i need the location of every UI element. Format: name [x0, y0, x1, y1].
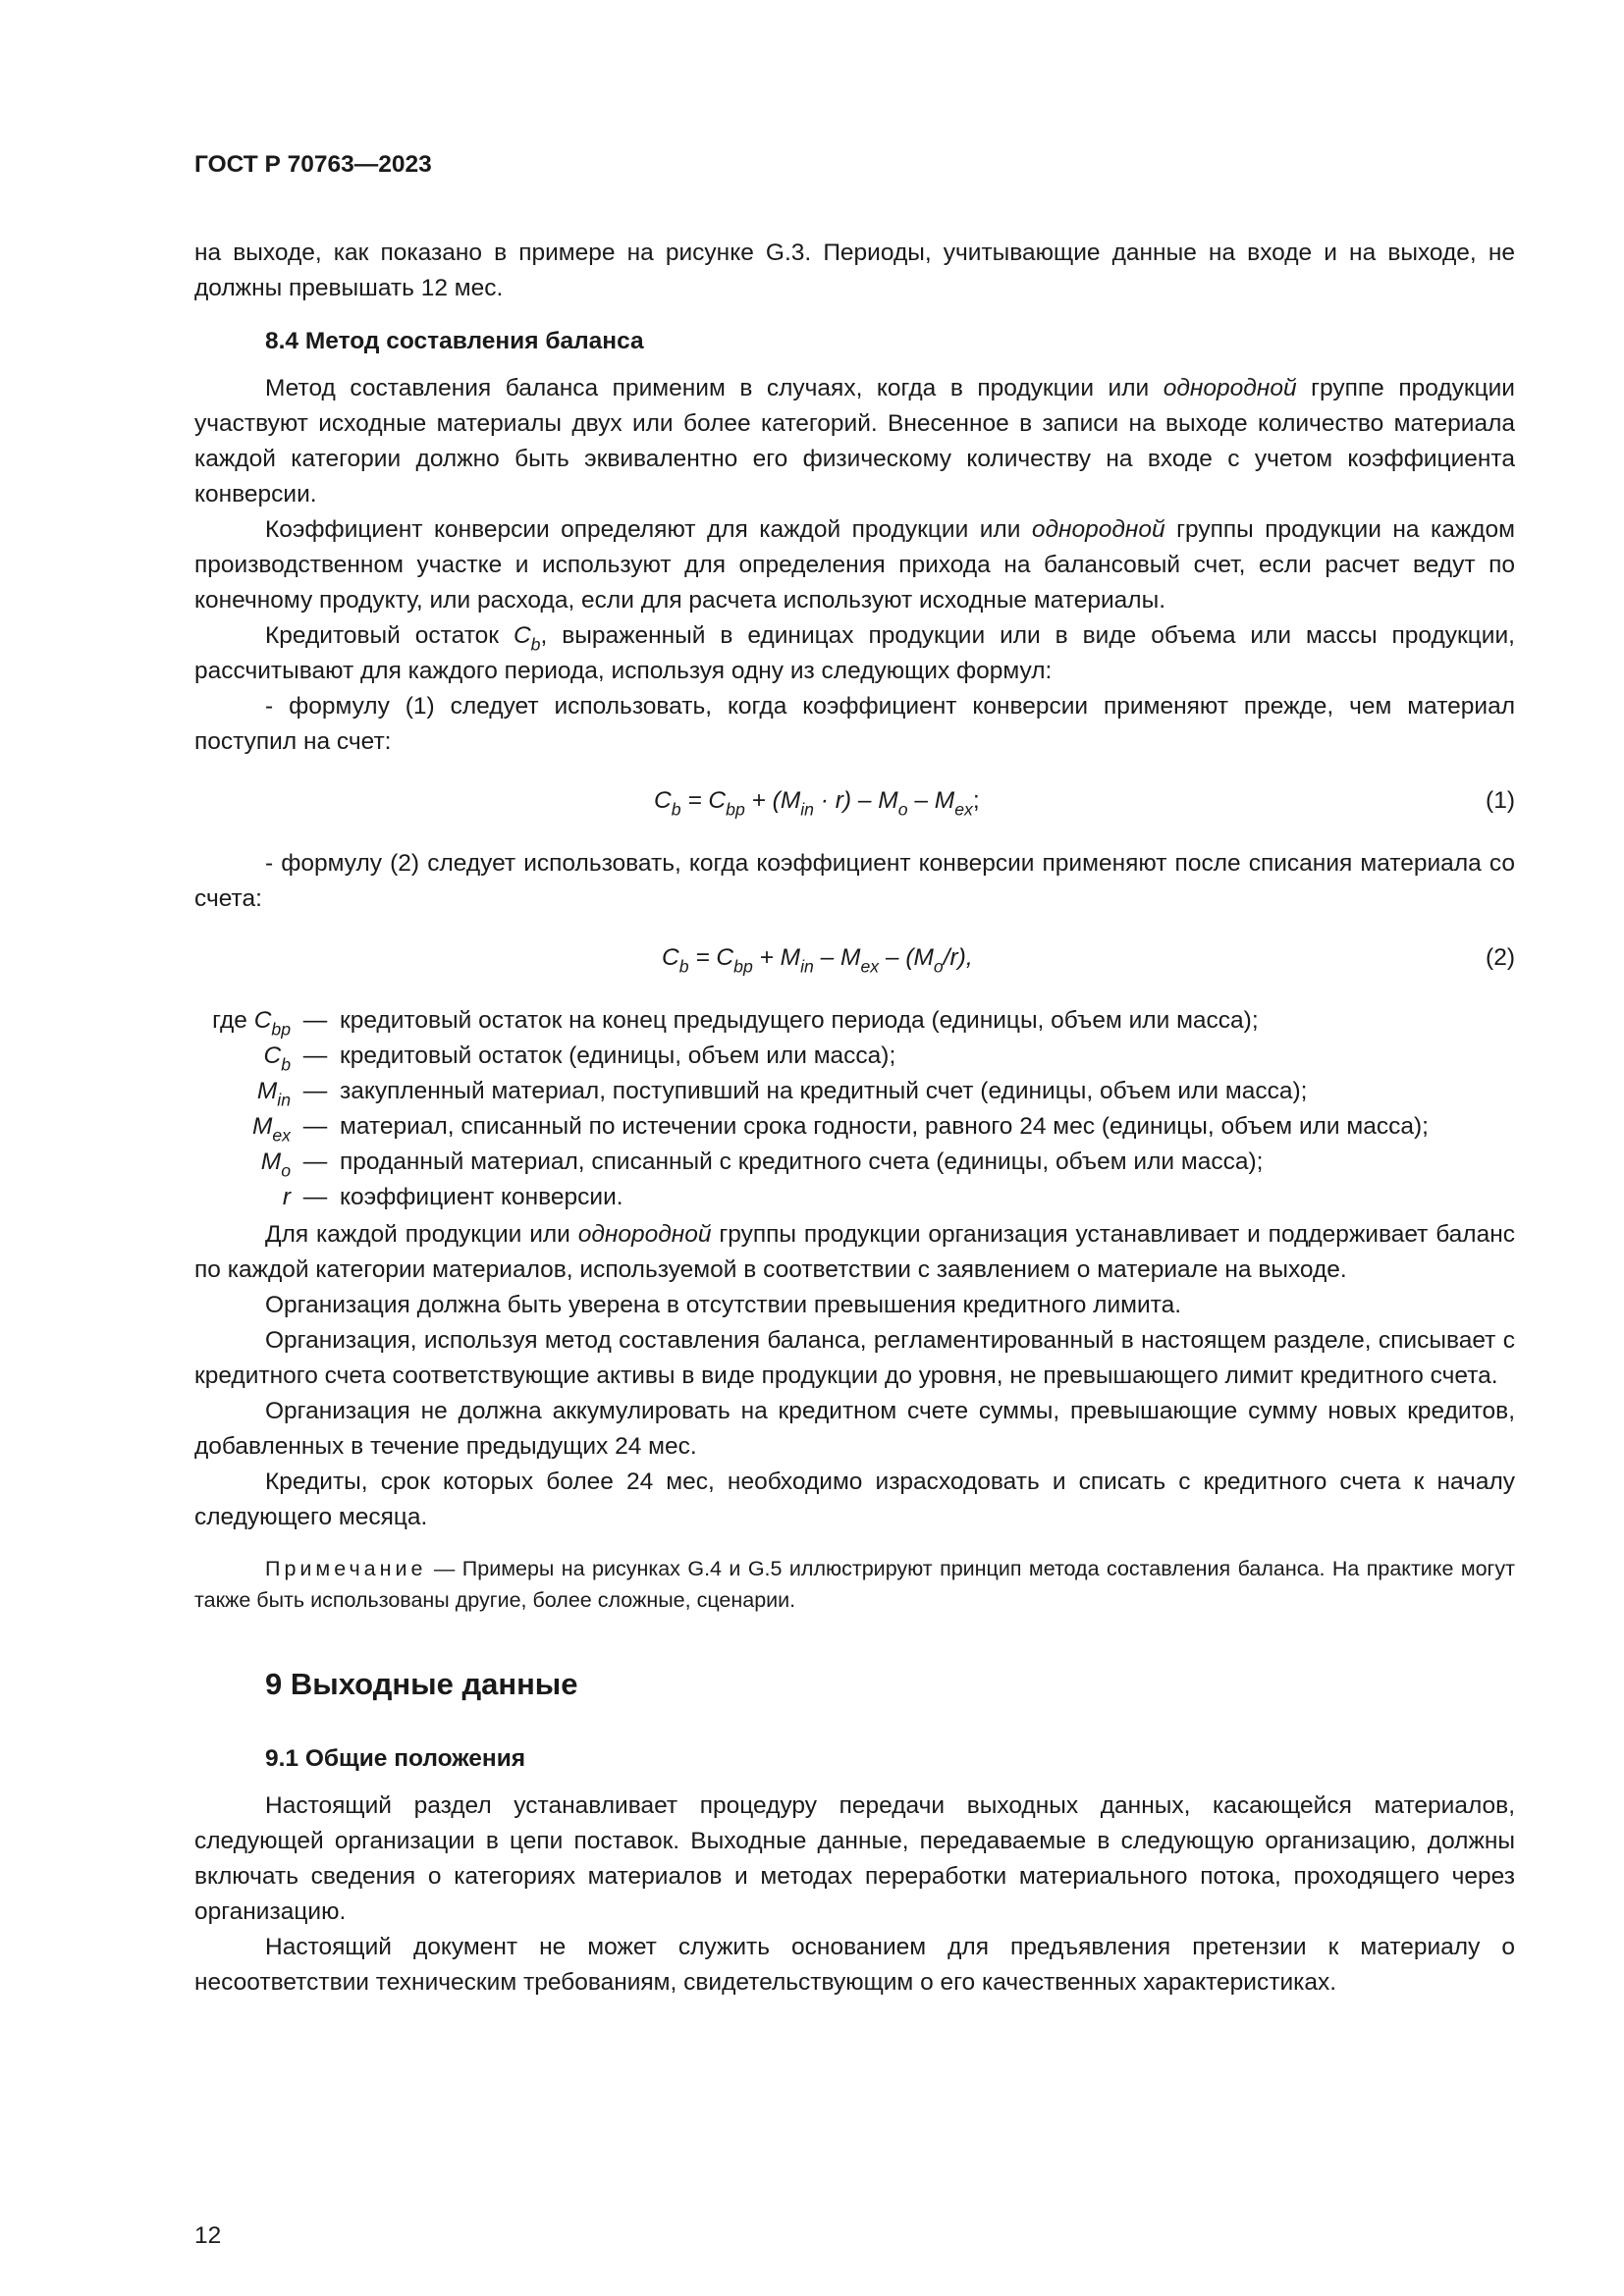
definition-item — [194, 1074, 1515, 1109]
definition-item — [194, 1003, 1515, 1039]
formula-1-number: (1) — [1486, 787, 1515, 814]
definition-text: закупленный материал, поступивший на кредитный счет (единицы, объем или масса); — [340, 1078, 1308, 1104]
section-9-1-title: 9.1 Общие положения — [265, 1745, 526, 1772]
paragraph: Коэффициент конверсии определяют для каждой продукции или однородной группы продукции на каждом производственном участке и используют для определения прихода на балансовый счет, если расчет ведут по конечному продукту, или расхода, если для расчета используют исходные материалы. — [194, 516, 1516, 614]
formula-2 — [194, 940, 1515, 976]
note-label: Примечание — [265, 1557, 427, 1580]
paragraph: Организация не должна аккумулировать на кредитном счете суммы, превышающие сумму новых кредитов, добавленных в течение предыдущих 24 мес. — [194, 1398, 1515, 1460]
paragraph: Кредиты, срок которых более 24 мес, необходимо израсходовать и списать с кредитного счета к началу следующего месяца. — [194, 1468, 1515, 1530]
note — [194, 1553, 1515, 1616]
definition-symbol: r — [282, 1184, 291, 1210]
definition-item — [194, 1039, 1515, 1074]
paragraph: - формулу (1) следует использовать, когда коэффициент конверсии применяют прежде, чем материал поступил на счет: — [194, 693, 1515, 755]
definition-symbol: $M_{ex}$ — [251, 1113, 291, 1146]
section-8-4-title: 8.4 Метод составления баланса — [265, 328, 644, 354]
paragraph: - формулу (2) следует использовать, когда коэффициент конверсии применяют после списания материала со счета: — [194, 850, 1515, 912]
definition-text: кредитовый остаток (единицы, объем или масса); — [340, 1042, 896, 1069]
paragraph: Кредитовый остаток $C_b$, выраженный в единицах продукции или в виде объема или массы продукции, рассчитывают для каждого периода, используя одну из следующих формул: — [194, 622, 1515, 684]
definition-dash: — — [302, 1148, 328, 1175]
definition-item — [194, 1180, 1515, 1215]
paragraph: Настоящий раздел устанавливает процедуру передачи выходных данных, касающейся материалов, следующей организации в цепи поставок. Выходные данные, передаваемые в следующую организацию, должны включать сведения о категориях материалов и методах переработки материального потока, проходящего через организацию. — [194, 1792, 1515, 1925]
definition-symbol: $M_{in}$ — [256, 1078, 291, 1110]
definition-item — [194, 1109, 1515, 1145]
paragraph: Настоящий документ не может служить основанием для предъявления претензии к материалу о несоответствии техническим требованиям, свидетельствующим о его качественных характеристиках. — [194, 1934, 1515, 1996]
definitions-list — [194, 1003, 1515, 1215]
paragraph: Организация, используя метод составления баланса, регламентированный в настоящем разделе, списывает с кредитного счета соответствующие активы в виде продукции до уровня, не превышающего лимит кредитного счета. — [194, 1327, 1515, 1389]
formula-2-expression: $C_b = C_{bp} + M_{in} - M_{ex} - (M_o/r)$, — [662, 944, 973, 977]
paragraph: Организация должна быть уверена в отсутствии превышения кредитного лимита. — [265, 1292, 1182, 1318]
formula-1-expression: $C_b = C_{bp} + (M_{in} \cdot r) - M_o - M_{ex}$; — [654, 787, 980, 820]
note-text: — Примеры на рисунках G.4 и G.5 иллюстрируют принцип метода составления баланса. На практике могут также быть использованы другие, более сложные, сценарии. — [194, 1557, 1515, 1612]
page-number: 12 — [194, 2222, 222, 2249]
definition-dash: — — [302, 1007, 328, 1034]
formula-2-number: (2) — [1486, 944, 1515, 971]
definition-text: кредитовый остаток на конец предыдущего периода (единицы, объем или масса); — [340, 1007, 1259, 1034]
definition-symbol: $C_b$ — [263, 1042, 291, 1075]
definition-dash: — — [302, 1042, 328, 1069]
document-page — [194, 147, 1515, 2001]
definition-text: проданный материал, списанный с кредитного счета (единицы, объем или масса); — [340, 1148, 1264, 1175]
definition-symbol: $M_o$ — [260, 1148, 291, 1181]
document-header: ГОСТ Р 70763—2023 — [194, 151, 432, 178]
formula-1 — [194, 783, 1515, 819]
definition-dash: — — [302, 1113, 328, 1140]
section-9-title: 9 Выходные данные — [265, 1667, 578, 1701]
definition-dash: — — [302, 1078, 328, 1104]
definition-text: коэффициент конверсии. — [340, 1184, 623, 1210]
definition-symbol: где $C_{bp}$ — [212, 1007, 291, 1040]
paragraph: Метод составления баланса применим в случаях, когда в продукции или однородной группе продукции участвуют исходные материалы двух или более категорий. Внесенное в записи на выходе количество материала каждой категории должно быть эквивалентно его физическому количеству на входе с учетом коэффициента конверсии. — [194, 375, 1515, 507]
intro-paragraph: на выходе, как показано в примере на рисунке G.3. Периоды, учитывающие данные на входе и на выходе, не должны превышать 12 мес. — [194, 240, 1515, 301]
definition-item — [194, 1145, 1515, 1180]
paragraph: Для каждой продукции или однородной группы продукции организация устанавливает и поддерживает баланс по каждой категории материалов, используемой в соответствии с заявлением о материале на выходе. — [194, 1221, 1515, 1283]
definition-text: материал, списанный по истечении срока годности, равного 24 мес (единицы, объем или масса); — [340, 1113, 1429, 1140]
definition-dash: — — [302, 1184, 328, 1210]
